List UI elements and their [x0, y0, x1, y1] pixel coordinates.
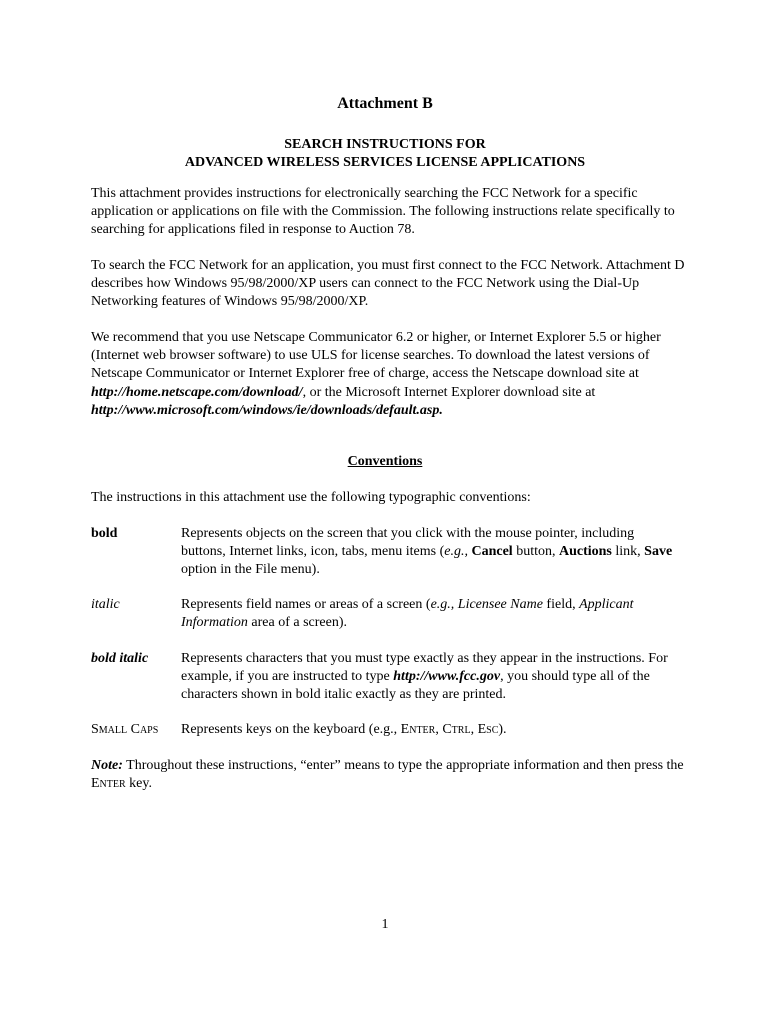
italic-desc-applicant: Applicant Information — [181, 597, 634, 631]
note-paragraph — [91, 757, 691, 793]
italic-desc-eg: e.g., Licensee Name — [430, 597, 543, 612]
conventions-heading: Conventions — [347, 454, 423, 469]
convention-desc-small-caps: Represents keys on the keyboard (e.g., Enter, Ctrl, Esc). — [181, 722, 507, 737]
conventions-intro: The instructions in this attachment use the following typographic conventions: — [91, 490, 531, 505]
bold-desc-cancel: Cancel — [471, 544, 513, 560]
bold-desc-text-c: link, — [611, 544, 645, 560]
convention-desc-italic — [181, 596, 681, 632]
note-enter-key: Enter — [91, 776, 126, 792]
convention-term-small-caps: Small Caps — [91, 722, 159, 737]
ctrl-key-label: Ctrl — [442, 722, 471, 737]
subtitle-line-2: ADVANCED WIRELESS SERVICES LICENSE APPLICATIONS — [184, 155, 586, 170]
sc-desc-text-b: ). — [498, 722, 507, 737]
enter-key-label: Enter — [400, 722, 436, 737]
bold-desc-save: Save — [644, 544, 673, 560]
bi-desc-text-b: , you should type all of the characters shown in bold italic exactly as they are printed. — [181, 669, 650, 703]
italic-desc-text-b: field, — [542, 597, 580, 612]
note-text-a: Throughout these instructions, “enter” means to type the appropriate information and then press the — [122, 758, 684, 773]
convention-desc-bold — [181, 525, 681, 580]
esc-key-label: Esc — [477, 722, 499, 737]
intro-paragraph-1: This attachment provides instructions for electronically searching the FCC Network for a specific application or applications on file with the Commission. The following instructions relate specifically to searching for applications filed in response to Auction 78. — [91, 186, 675, 238]
netscape-download-link: http://home.netscape.com/download/ — [91, 384, 303, 400]
bold-desc-text-a: Represents objects on the screen that you click with the mouse pointer, including buttons, Internet links, icon, tabs, menu items ( — [181, 526, 635, 560]
italic-desc-text-a: Represents field names or areas of a screen ( — [181, 597, 431, 612]
intro-paragraph-2: To search the FCC Network for an application, you must first connect to the FCC Network. Attachment D describes how Windows 95/98/2000/XP users can connect to the FCC Network using the Dial-Up Networking features of Windows 95/98/2000/XP. — [91, 258, 685, 310]
page-number: 1 — [381, 917, 389, 932]
bi-desc-text-a: Represents characters that you must type exactly as they appear in the instructions. For example, if you are instructed to type — [181, 651, 668, 685]
bold-desc-text-b: button, — [512, 544, 559, 560]
bold-desc-auctions: Auctions — [558, 544, 612, 560]
convention-term-italic: italic — [91, 597, 120, 612]
sc-desc-text-a: Represents keys on the keyboard (e.g., — [181, 722, 401, 737]
note-label: Note: — [91, 758, 123, 773]
microsoft-download-link: http://www.microsoft.com/windows/ie/downloads/default.asp. — [91, 402, 443, 418]
page-title: Attachment B — [337, 95, 433, 112]
intro-paragraph-3 — [91, 329, 691, 420]
note-text-b: key. — [125, 776, 152, 792]
bold-desc-eg: e.g., — [444, 544, 468, 560]
convention-term-bold: bold — [91, 526, 118, 541]
subtitle-line-1: SEARCH INSTRUCTIONS FOR — [284, 137, 486, 152]
bold-desc-text-d: option in the File menu). — [181, 562, 320, 578]
p3-text-b: , or the Microsoft Internet Explorer download site at — [302, 384, 596, 400]
italic-desc-text-c: area of a screen). — [247, 615, 347, 631]
fcc-link-example: http://www.fcc.gov — [393, 669, 501, 685]
convention-desc-bold-italic — [181, 650, 681, 705]
document-subtitle — [0, 136, 770, 172]
convention-term-bold-italic: bold italic — [91, 651, 149, 666]
p3-text-a: We recommend that you use Netscape Communicator 6.2 or higher, or Internet Explorer 5.5 or higher (Internet web browser software) to use ULS for license searches. To download the latest versions of Netscape Communicator or Internet Explorer free of charge, access the Netscape download site at — [91, 330, 661, 382]
